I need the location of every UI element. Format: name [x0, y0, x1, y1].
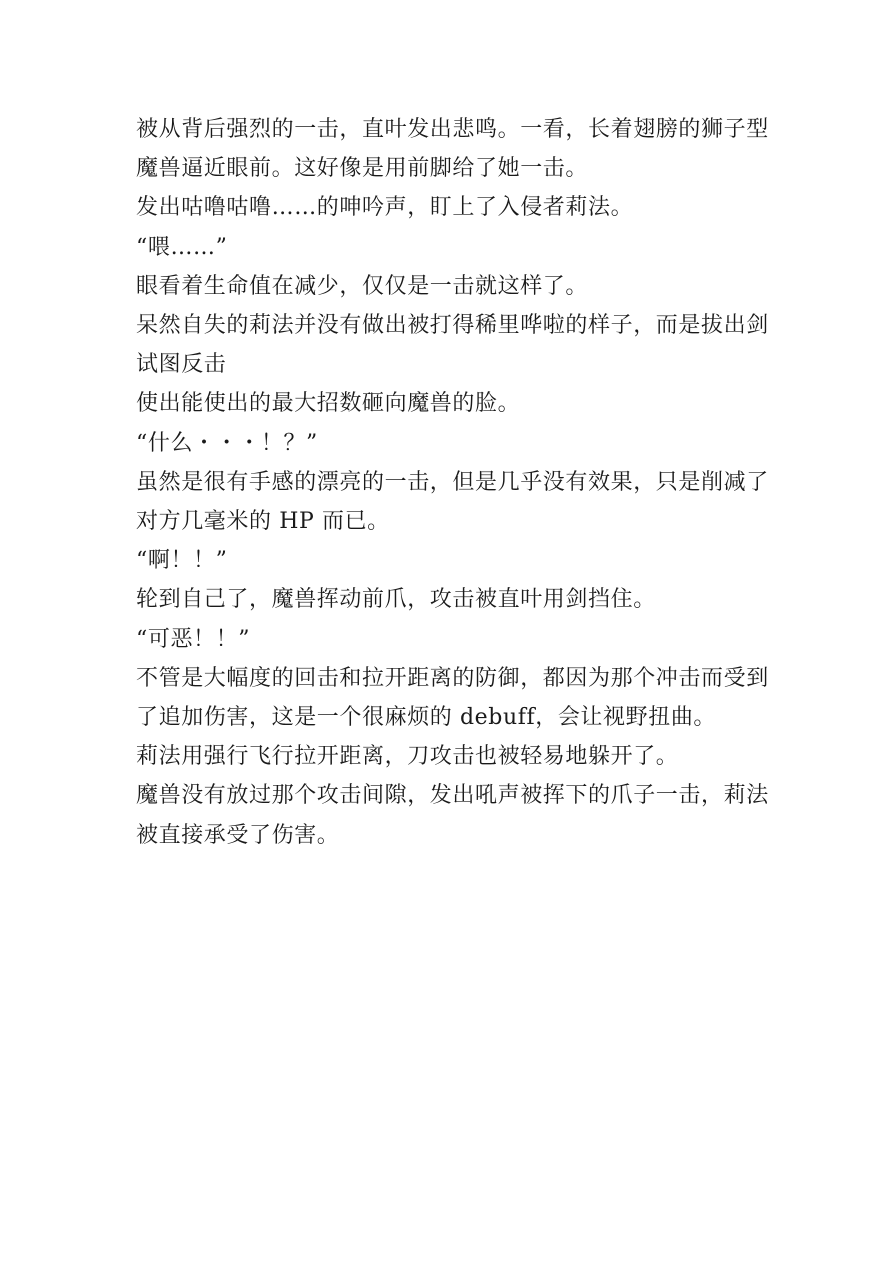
paragraph-8: 不管是大幅度的回击和拉开距离的防御，都因为那个冲击而受到了追加伤害，这是一个很麻烦的 debuff，会让视野扭曲。	[136, 665, 769, 731]
paragraph-4: 呆然自失的莉法并没有做出被打得稀里哗啦的样子，而是拔出剑试图反击	[136, 313, 769, 378]
paragraph-9: 莉法用强行飞行拉开距离，刀攻击也被轻易地躲开了。	[136, 744, 679, 770]
dialogue-line-3: “啊！！”	[136, 548, 228, 574]
paragraph-2: 发出咕噜咕噜……的呻吟声，盯上了入侵者莉法。	[136, 195, 634, 221]
paragraph-3: 眼看着生命值在减少，仅仅是一击就这样了。	[136, 273, 589, 299]
paragraph-6: 虽然是很有手感的漂亮的一击，但是几乎没有效果，只是削减了对方几毫米的 HP 而已。	[136, 469, 769, 535]
dialogue-line-1: “喂……”	[136, 234, 228, 260]
story-text	[136, 110, 772, 855]
paragraph-7: 轮到自己了，魔兽挥动前爪，攻击被直叶用剑挡住。	[136, 587, 656, 613]
paragraph-10: 魔兽没有放过那个攻击间隙，发出吼声被挥下的爪子一击，莉法被直接承受了伤害。	[136, 783, 769, 848]
paragraph-5: 使出能使出的最大招数砸向魔兽的脸。	[136, 391, 521, 417]
paragraph-1: 被从背后强烈的一击，直叶发出悲鸣。一看，长着翅膀的狮子型魔兽逼近眼前。这好像是用前脚给了她一击。	[136, 117, 769, 182]
dialogue-line-4: “可恶！！”	[136, 626, 251, 652]
dialogue-line-2: “什么・・・！？”	[136, 430, 318, 456]
